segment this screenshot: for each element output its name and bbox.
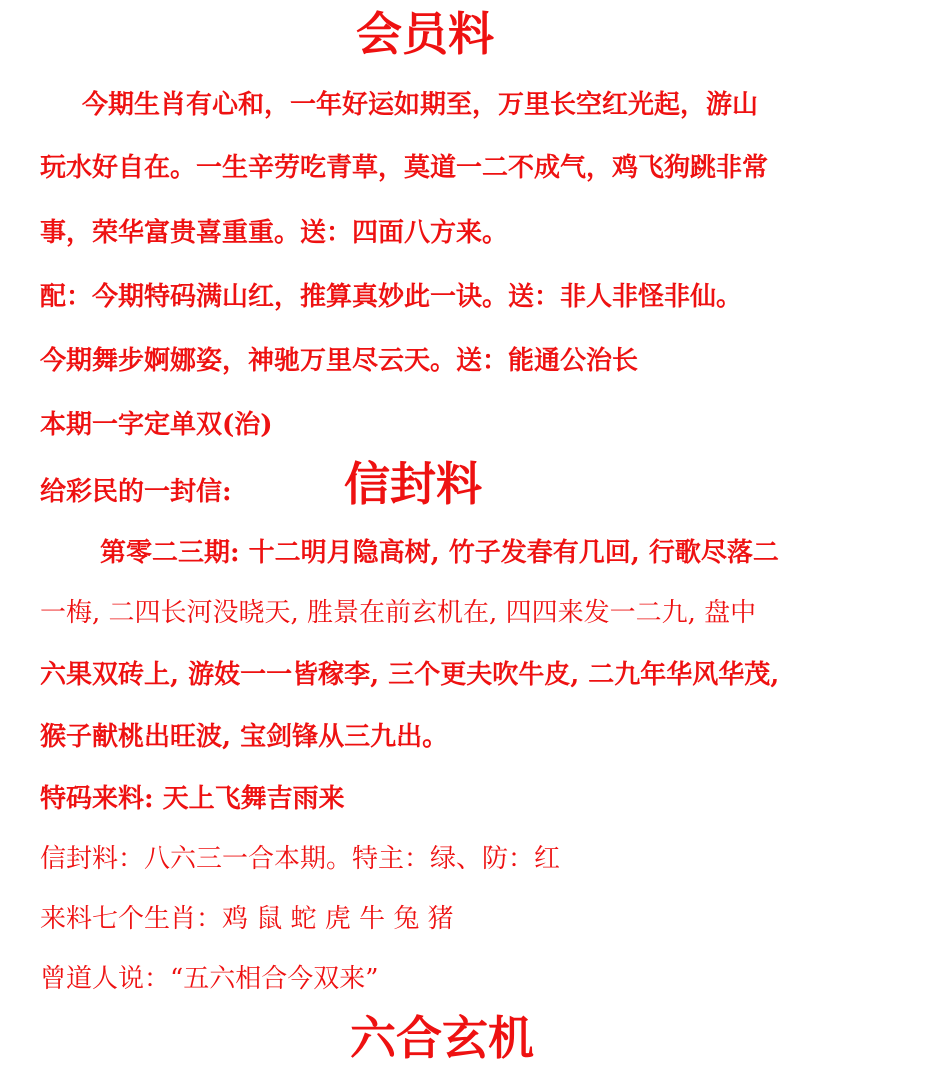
heading-liuhe-mystery: 六合玄机 — [350, 1011, 534, 1065]
letter-label: 给彩民的一封信: — [40, 477, 232, 507]
member-text-line-5: 今期舞步婀娜姿，神驰万里尽云天。送：能通公治长 — [40, 346, 639, 376]
envelope-text-line-1: 第零二三期: 十二明月隐高树, 竹子发春有几回, 行歌尽落二 — [100, 538, 779, 568]
member-text-line-1: 今期生肖有心和，一年好运如期至，万里长空红光起，游山 — [82, 90, 759, 120]
member-text-line-3: 事，荣华富贵喜重重。送：四面八方来。 — [40, 218, 509, 248]
envelope-text-line-3: 六果双砖上, 游妓一一皆稼李, 三个更夫吹牛皮, 二九年华风华茂, — [40, 660, 780, 690]
envelope-text-line-4: 猴子献桃出旺波, 宝剑锋从三九出。 — [40, 722, 449, 752]
heading-envelope-material: 信封料 — [344, 457, 482, 511]
member-text-line-6: 本期一字定单双(治) — [40, 410, 273, 440]
taoist-quote-line: 曾道人说：“五六相合今双来” — [40, 964, 379, 994]
special-code-material: 特码来料: 天上飞舞吉雨来 — [40, 784, 345, 814]
seven-zodiac-line: 来料七个生肖：鸡 鼠 蛇 虎 牛 兔 猪 — [40, 904, 454, 934]
envelope-text-line-2: 一梅, 二四长河没晓天, 胜景在前玄机在, 四四来发一二九, 盘中 — [40, 598, 757, 628]
envelope-material-line: 信封料：八六三一合本期。特主：绿、防：红 — [40, 844, 561, 874]
member-text-line-2: 玩水好自在。一生辛劳吃青草，莫道一二不成气，鸡飞狗跳非常 — [40, 153, 769, 183]
member-text-line-4: 配：今期特码满山红，推算真妙此一诀。送：非人非怪非仙。 — [40, 282, 743, 312]
heading-member-material: 会员料 — [356, 7, 494, 61]
